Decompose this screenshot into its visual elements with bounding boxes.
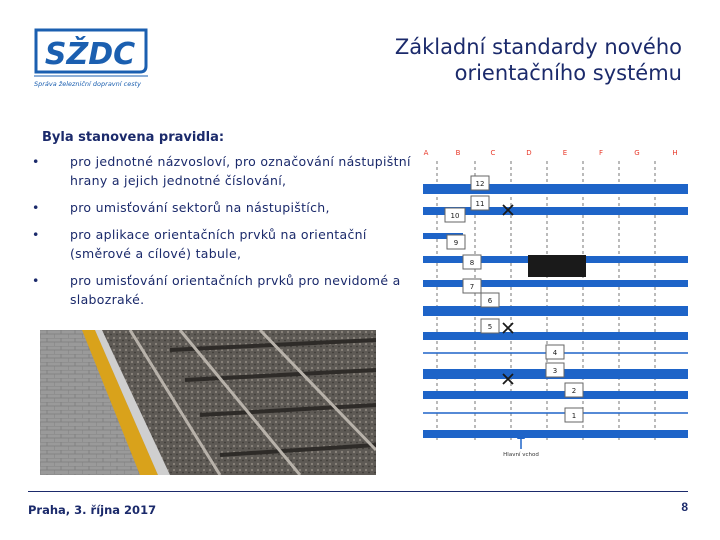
platform-edge-diagram [415,145,690,460]
entrance-caption: Hlavní vchod [503,452,539,458]
rule-text: pro umisťování orientačních prvků pro nevidomé a slabozraké. [70,273,401,307]
sector-label: C [490,149,496,157]
bullet: • [32,227,40,242]
edge-number: 8 [469,259,475,267]
sector-label: E [562,149,568,157]
sector-label: A [423,149,429,157]
sector-label: F [598,149,604,157]
sector-label: H [672,149,678,157]
list-item [32,225,412,263]
edge-number: 11 [475,200,485,208]
edge-number: 4 [552,349,558,357]
bullet: • [32,154,40,169]
edge-number: 3 [552,367,558,375]
title-line-1: Základní standardy nového [394,35,682,59]
rule-text: pro aplikace orientačních prvků na orientační (směrové a cílové) tabule, [70,227,367,261]
page-number: 8 [681,500,688,514]
edge-number: 10 [450,212,460,220]
sector-label: G [634,149,640,157]
edge-number: 5 [487,323,493,331]
edge-number: 7 [469,283,475,291]
bullet: • [32,273,40,288]
sector-label: D [526,149,532,157]
list-item [32,152,412,190]
footer-date: Praha, 3. října 2017 [28,503,157,517]
footer-divider [28,491,688,492]
edge-number: 6 [487,297,493,305]
title-line-2: orientačního systému [454,61,682,85]
platform-photo [40,330,376,475]
rule-text: pro jednotné názvosloví, pro označování nástupištní hrany a jejich jednotné číslování, [70,154,411,188]
rule-text: pro umisťování sektorů na nástupištích, [70,200,330,215]
szdc-logo [30,26,152,92]
edge-number: 2 [571,387,577,395]
svg-text:Správa železniční dopravní ces: Správa železniční dopravní cesty [34,80,141,88]
sign-block [528,255,586,277]
list-item [32,271,412,309]
page-title [395,34,682,86]
edge-number: 9 [453,239,459,247]
rules-list [32,152,412,317]
edge-number: 1 [571,412,577,420]
sector-label: B [455,149,461,157]
edge-number: 12 [475,180,485,188]
rules-intro: Byla stanovena pravidla: [42,130,225,145]
bullet: • [32,200,40,215]
list-item [32,198,412,217]
svg-text:SŽDC: SŽDC [44,37,136,72]
